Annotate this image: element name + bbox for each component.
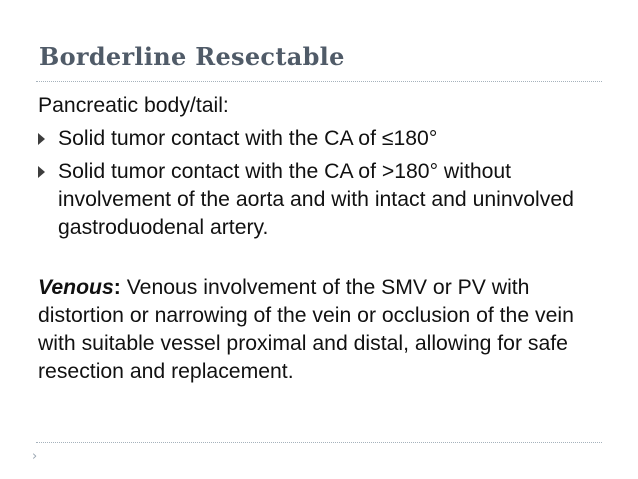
chevron-right-icon: › [32,449,38,464]
venous-label: Venous [38,276,114,299]
bullet-item [38,158,608,242]
venous-paragraph [38,274,608,386]
triangle-bullet-icon [38,133,45,145]
venous-text: Venous involvement of the SMV or PV with distortion or narrowing of the vein or occlusion of the vein with suitable vessel proximal and distal, allowing for safe resection and replacement. [38,276,574,383]
slide-body [38,92,608,386]
triangle-bullet-icon [38,166,45,178]
footer-divider [36,442,602,443]
title-divider [36,81,602,82]
subheading: Pancreatic body/tail: [38,94,229,117]
slide-title: Borderline Resectable [39,42,345,71]
bullet-text: Solid tumor contact with the CA of >180° without involvement of the aorta and with intact and uninvolved gastroduodenal artery. [58,160,574,239]
bullet-text: Solid tumor contact with the CA of ≤180° [58,127,438,150]
venous-separator: : [113,276,121,299]
bullet-item [38,125,608,153]
bullet-list [38,125,608,242]
